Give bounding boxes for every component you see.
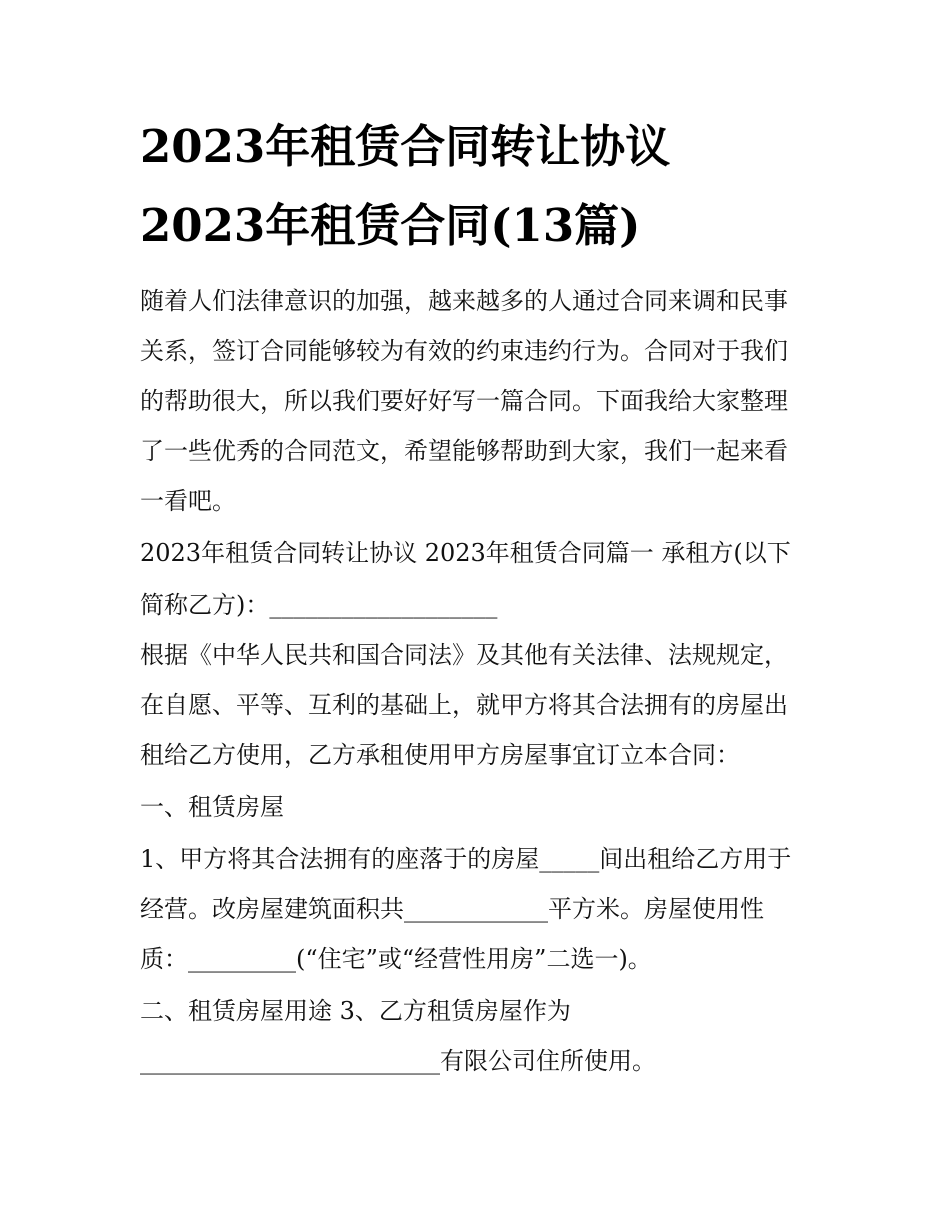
paragraph-line: 的帮助很大，所以我们要好好写一篇合同。下面我给大家整理 <box>140 387 788 415</box>
paragraph-line: 2023年租赁合同转让协议 2023年租赁合同篇一 承租方(以下 <box>140 539 791 567</box>
paragraph-line: 简称乙方)：___________________ <box>140 591 498 619</box>
document-title-line-1: 2023年租赁合同转让协议 <box>140 120 671 173</box>
paragraph-line: 一看吧。 <box>140 487 236 515</box>
section-heading: 二、租赁房屋用途 3、乙方租赁房屋作为 <box>140 997 571 1025</box>
paragraph-line: 了一些优秀的合同范文，希望能够帮助到大家，我们一起来看 <box>140 437 788 465</box>
paragraph-line: 关系，签订合同能够较为有效的约束违约行为。合同对于我们 <box>140 337 788 365</box>
paragraph-line: 1、甲方将其合法拥有的座落于的房屋_____间出租给乙方用于 <box>140 845 792 873</box>
paragraph-line: 经营。改房屋建筑面积共____________平方米。房屋使用性 <box>140 895 764 923</box>
paragraph-line: 随着人们法律意识的加强，越来越多的人通过合同来调和民事 <box>140 287 788 315</box>
paragraph-line: 根据《中华人民共和国合同法》及其他有关法律、法规规定， <box>140 641 788 669</box>
paragraph-line: 在自愿、平等、互利的基础上，就甲方将其合法拥有的房屋出 <box>140 691 788 719</box>
section-heading: 一、租赁房屋 <box>140 793 284 821</box>
document-title-line-2: 2023年租赁合同(13篇) <box>140 199 641 252</box>
paragraph-line: 租给乙方使用，乙方承租使用甲方房屋事宜订立本合同： <box>140 741 740 769</box>
paragraph-line: _________________________有限公司住所使用。 <box>140 1047 656 1075</box>
paragraph-line: 质：_________(“住宅”或“经营性用房”二选一)。 <box>140 945 652 973</box>
